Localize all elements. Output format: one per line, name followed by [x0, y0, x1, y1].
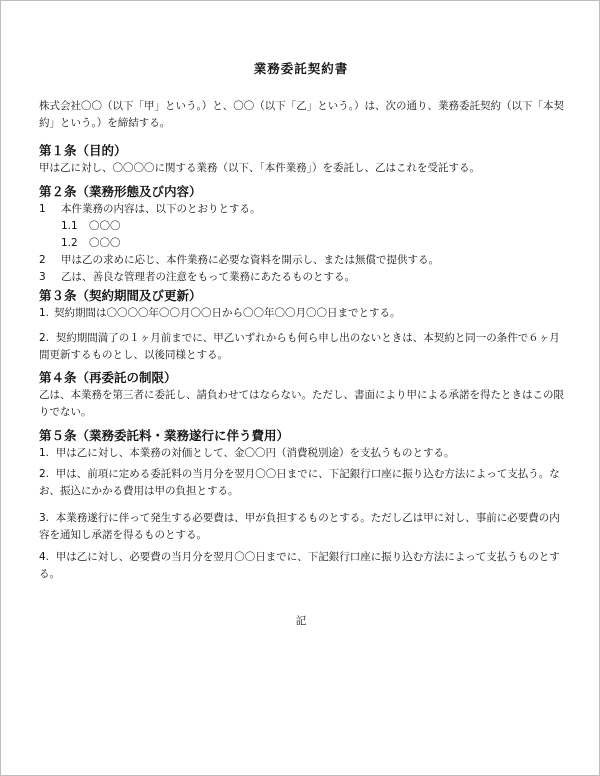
list-item-number: 3 — [39, 271, 46, 283]
article-4 — [39, 369, 565, 421]
article-2-heading: 第２条（業務形態及び内容） — [39, 184, 202, 199]
sub-list-item-text: 〇〇〇 — [89, 220, 121, 232]
list-item-number: 2 — [39, 254, 46, 266]
article-3-heading: 第３条（契約期間及び更新） — [39, 288, 202, 303]
article-3 — [39, 287, 565, 322]
numbered-item-text: 甲は乙に対し、必要費の当月分を翌月〇〇日までに、下記銀行口座に振り込む方法によって支払うものとする。 — [39, 551, 560, 580]
numbered-item-number: 2. — [39, 332, 50, 344]
list-item — [39, 252, 565, 269]
article-3-paragraph-2 — [39, 330, 565, 364]
list-item-text: 甲は乙の求めに応じ、本件業務に必要な資料を開示し、または無償で提供する。 — [61, 254, 439, 266]
article-5-paragraph-4 — [39, 549, 565, 583]
numbered-item-text: 契約期間満了の１ヶ月前までに、甲乙いずれからも何ら申し出のないときは、本契約と同一の条件で６ヶ月間更新するものとし、以後同様とする。 — [39, 332, 560, 361]
sub-list-item-number: 1.2 — [61, 237, 78, 249]
article-1-heading: 第１条（目的） — [39, 143, 127, 158]
numbered-item-text: 契約期間は〇〇〇〇年〇〇月〇〇日から〇〇年〇〇月〇〇日までとする。 — [54, 307, 401, 319]
list-item-number: 1 — [39, 203, 46, 215]
document-title: 業務委託契約書 — [253, 61, 349, 76]
intro-paragraph: 株式会社〇〇（以下「甲」という。）と、〇〇（以下「乙」という。）は、次の通り、業務委託契約（以下「本契約」という。）を締結する。 — [39, 100, 564, 129]
list-item — [39, 201, 565, 218]
numbered-item-number: 3. — [39, 512, 50, 524]
numbered-item-text: 本業務遂行に伴って発生する必要費は、甲が負担するものとする。ただし乙は甲に対し、事前に必要費の内容を通知し承諾を得るものとする。 — [39, 512, 560, 541]
numbered-item-number: 2. — [39, 468, 50, 480]
article-4-heading: 第４条（再委託の制限） — [39, 370, 177, 385]
sub-list-item — [39, 218, 565, 235]
ki-marker: 記 — [295, 615, 307, 627]
article-5-heading: 第５条（業務委託料・業務遂行に伴う費用） — [39, 428, 290, 443]
article-5-paragraph-1 — [39, 445, 565, 462]
list-item-text: 本件業務の内容は、以下のとおりとする。 — [61, 203, 261, 215]
sub-list-item — [39, 235, 565, 252]
article-1-body: 甲は乙に対し、〇〇〇〇に関する業務（以下、「本件業務」）を委託し、乙はこれを受託する。 — [39, 162, 480, 174]
numbered-item-text: 甲は、前項に定める委託料の当月分を翌月〇〇日までに、下記銀行口座に振り込む方法によって支払う。なお、振込にかかる費用は甲の負担とする。 — [39, 468, 560, 497]
numbered-item-number: 1. — [39, 307, 50, 319]
list-item — [39, 269, 565, 286]
article-5-paragraph-2 — [39, 466, 565, 500]
list-item-text: 乙は、善良な管理者の注意をもって業務にあたるものとする。 — [61, 271, 355, 283]
numbered-item — [39, 305, 565, 322]
numbered-item-number: 1. — [39, 447, 50, 459]
numbered-item-text: 甲は乙に対し、本業務の対価として、金〇〇円（消費税別途）を支払うものとする。 — [55, 447, 455, 459]
article-1 — [39, 142, 565, 177]
sub-list-item-number: 1.1 — [61, 220, 78, 232]
sub-list-item-text: 〇〇〇 — [89, 237, 121, 249]
article-5-paragraph-3 — [39, 510, 565, 544]
article-4-body: 乙は、本業務を第三者に委託し、請負わせてはならない。ただし、書面により甲による承諾を得たときはこの限りでない。 — [39, 389, 564, 418]
numbered-item-number: 4. — [39, 551, 50, 563]
article-2 — [39, 183, 565, 286]
article-5 — [39, 427, 565, 462]
